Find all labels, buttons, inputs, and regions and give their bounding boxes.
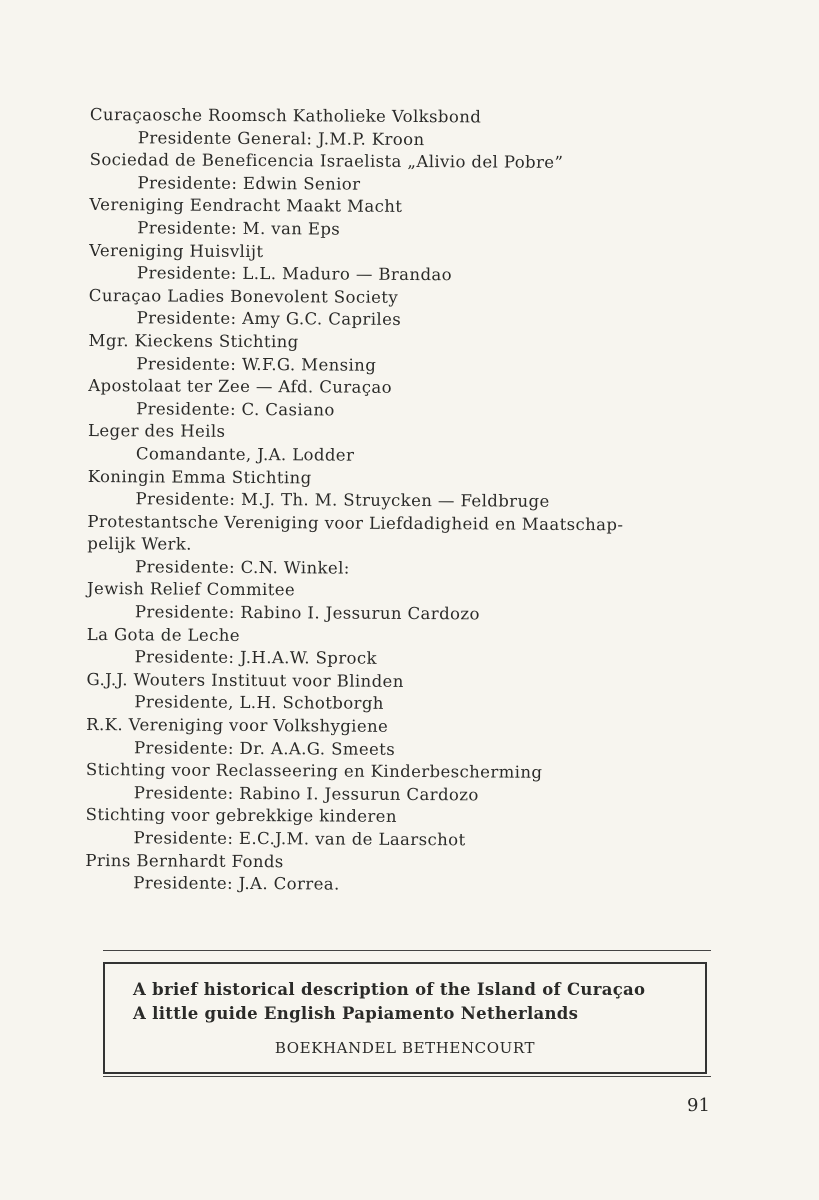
president-line: Presidente: C. Casiano: [136, 399, 335, 420]
organization-name: Mgr. Kieckens Stichting: [88, 330, 299, 352]
president-line: Presidente General: J.M.P. Kroon: [137, 127, 425, 149]
president-line: Presidente: Dr. A.A.G. Smeets: [134, 737, 396, 759]
president-line: Presidente: J.A. Correa.: [133, 873, 340, 894]
organization-name: Koningin Emma Stichting: [87, 466, 312, 487]
organization-name: Protestantsche Vereniging voor Liefdadigheid en Maatschap-: [87, 511, 624, 534]
organization-name: R.K. Vereniging voor Volkshygiene: [86, 715, 389, 736]
president-line: Presidente: J.H.A.W. Sprock: [134, 647, 378, 669]
advertisement-box: [103, 962, 707, 1074]
organization-name: G.J.J. Wouters Instituut voor Blinden: [86, 669, 404, 691]
organization-name: Apostolaat ter Zee — Afd. Curaçao: [88, 376, 393, 397]
president-line: Presidente: M. van Eps: [137, 218, 341, 239]
advertisement-line: A brief historical description of the Island of Curaçao: [133, 980, 646, 999]
president-line: Comandante, J.A. Lodder: [135, 444, 355, 465]
organization-list: [85, 104, 730, 899]
president-line: Presidente: E.C.J.M. van de Laarschot: [133, 828, 466, 850]
organization-name: Curaçaosche Roomsch Katholieke Volksbond: [89, 104, 482, 127]
advertisement-publisher: BOEKHANDEL BETHENCOURT: [274, 1039, 536, 1057]
president-line: Presidente: Rabino I. Jessurun Cardozo: [134, 602, 480, 624]
organization-name: Jewish Relief Commitee: [86, 579, 296, 600]
president-line: Presidente: Edwin Senior: [137, 173, 361, 194]
president-line: Presidente, L.H. Schotborgh: [134, 692, 384, 714]
president-line: Presidente: L.L. Maduro — Brandao: [136, 263, 453, 285]
organization-name: Vereniging Eendracht Maakt Macht: [89, 195, 403, 217]
president-line: Presidente: M.J. Th. M. Struycken — Feldbruge: [135, 489, 550, 511]
organization-name: Curaçao Ladies Bonevolent Society: [88, 285, 399, 307]
president-line: Presidente: Amy G.C. Capriles: [136, 308, 402, 330]
advertisement-bottom-rule: [103, 1076, 711, 1077]
page-number: 91: [687, 1095, 710, 1116]
organization-name: Stichting voor gebrekkige kinderen: [85, 805, 397, 827]
organization-name: Prins Bernhardt Fonds: [85, 850, 284, 871]
organization-name: La Gota de Leche: [86, 624, 241, 645]
organization-name: Sociedad de Beneficencia Israelista „Alivio del Pobre”: [89, 150, 564, 173]
president-line: Presidente: C.N. Winkel:: [135, 557, 350, 578]
advertisement-top-rule: [103, 950, 711, 951]
organization-name: Leger des Heils: [87, 421, 226, 442]
president-line: Presidente: W.F.G. Mensing: [136, 353, 377, 375]
organization-name: Stichting voor Reclasseering en Kinderbescherming: [85, 760, 543, 782]
organization-name: Vereniging Huisvlijt: [89, 240, 264, 261]
president-line: Presidente: Rabino I. Jessurun Cardozo: [133, 783, 479, 805]
organization-name-continued: pelijk Werk.: [87, 534, 192, 554]
advertisement-line: A little guide English Papiamento Netherlands: [133, 1004, 579, 1023]
